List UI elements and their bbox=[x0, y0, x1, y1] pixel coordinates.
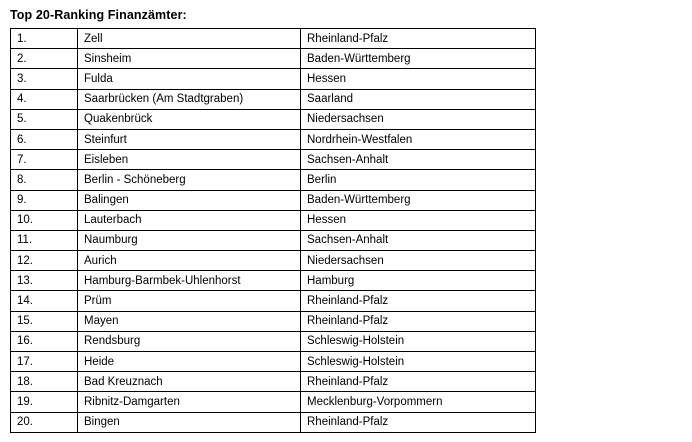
cell-rank: 16. bbox=[11, 331, 78, 351]
cell-state: Rheinland-Pfalz bbox=[301, 29, 536, 49]
cell-rank: 15. bbox=[11, 311, 78, 331]
table-row bbox=[11, 69, 536, 89]
cell-state: Rheinland-Pfalz bbox=[301, 412, 536, 432]
cell-state: Baden-Württemberg bbox=[301, 190, 536, 210]
cell-state: Saarland bbox=[301, 89, 536, 109]
table-row bbox=[11, 49, 536, 69]
cell-rank: 13. bbox=[11, 271, 78, 291]
table-row bbox=[11, 392, 536, 412]
cell-office: Bad Kreuznach bbox=[78, 372, 301, 392]
cell-office: Sinsheim bbox=[78, 49, 301, 69]
cell-office: Ribnitz-Damgarten bbox=[78, 392, 301, 412]
cell-office: Aurich bbox=[78, 251, 301, 271]
cell-state: Sachsen-Anhalt bbox=[301, 230, 536, 250]
cell-state: Niedersachsen bbox=[301, 109, 536, 129]
cell-office: Hamburg-Barmbek-Uhlenhorst bbox=[78, 271, 301, 291]
table-row bbox=[11, 331, 536, 351]
cell-office: Zell bbox=[78, 29, 301, 49]
cell-office: Eisleben bbox=[78, 150, 301, 170]
cell-state: Baden-Württemberg bbox=[301, 49, 536, 69]
cell-rank: 10. bbox=[11, 210, 78, 230]
cell-office: Quakenbrück bbox=[78, 109, 301, 129]
page-title: Top 20-Ranking Finanzämter: bbox=[10, 8, 187, 22]
cell-office: Heide bbox=[78, 352, 301, 372]
cell-office: Fulda bbox=[78, 69, 301, 89]
cell-state: Schleswig-Holstein bbox=[301, 331, 536, 351]
cell-office: Steinfurt bbox=[78, 129, 301, 149]
cell-state: Niedersachsen bbox=[301, 251, 536, 271]
ranking-table bbox=[10, 28, 536, 433]
cell-rank: 11. bbox=[11, 230, 78, 250]
cell-rank: 4. bbox=[11, 89, 78, 109]
cell-rank: 19. bbox=[11, 392, 78, 412]
cell-state: Rheinland-Pfalz bbox=[301, 291, 536, 311]
cell-office: Bingen bbox=[78, 412, 301, 432]
table-row bbox=[11, 372, 536, 392]
table-row bbox=[11, 352, 536, 372]
cell-rank: 20. bbox=[11, 412, 78, 432]
cell-rank: 7. bbox=[11, 150, 78, 170]
cell-rank: 9. bbox=[11, 190, 78, 210]
cell-rank: 18. bbox=[11, 372, 78, 392]
cell-rank: 14. bbox=[11, 291, 78, 311]
cell-rank: 2. bbox=[11, 49, 78, 69]
table-row bbox=[11, 29, 536, 49]
cell-state: Hessen bbox=[301, 210, 536, 230]
table-row bbox=[11, 170, 536, 190]
table-row bbox=[11, 251, 536, 271]
table-row bbox=[11, 129, 536, 149]
table-row bbox=[11, 89, 536, 109]
cell-rank: 5. bbox=[11, 109, 78, 129]
cell-state: Mecklenburg-Vorpommern bbox=[301, 392, 536, 412]
cell-office: Prüm bbox=[78, 291, 301, 311]
table-row bbox=[11, 150, 536, 170]
cell-rank: 3. bbox=[11, 69, 78, 89]
table-row bbox=[11, 109, 536, 129]
table-row bbox=[11, 230, 536, 250]
table-row bbox=[11, 271, 536, 291]
cell-rank: 17. bbox=[11, 352, 78, 372]
cell-state: Hamburg bbox=[301, 271, 536, 291]
cell-office: Lauterbach bbox=[78, 210, 301, 230]
cell-office: Mayen bbox=[78, 311, 301, 331]
cell-rank: 6. bbox=[11, 129, 78, 149]
cell-rank: 8. bbox=[11, 170, 78, 190]
cell-state: Hessen bbox=[301, 69, 536, 89]
cell-state: Berlin bbox=[301, 170, 536, 190]
cell-state: Schleswig-Holstein bbox=[301, 352, 536, 372]
cell-office: Rendsburg bbox=[78, 331, 301, 351]
cell-rank: 1. bbox=[11, 29, 78, 49]
table-row bbox=[11, 311, 536, 331]
cell-state: Sachsen-Anhalt bbox=[301, 150, 536, 170]
cell-state: Rheinland-Pfalz bbox=[301, 372, 536, 392]
cell-rank: 12. bbox=[11, 251, 78, 271]
cell-office: Balingen bbox=[78, 190, 301, 210]
cell-office: Saarbrücken (Am Stadtgraben) bbox=[78, 89, 301, 109]
cell-office: Berlin - Schöneberg bbox=[78, 170, 301, 190]
table-row bbox=[11, 412, 536, 432]
table-row bbox=[11, 210, 536, 230]
cell-office: Naumburg bbox=[78, 230, 301, 250]
cell-state: Nordrhein-Westfalen bbox=[301, 129, 536, 149]
cell-state: Rheinland-Pfalz bbox=[301, 311, 536, 331]
table-row bbox=[11, 190, 536, 210]
table-row bbox=[11, 291, 536, 311]
ranking-table-body bbox=[11, 29, 536, 433]
